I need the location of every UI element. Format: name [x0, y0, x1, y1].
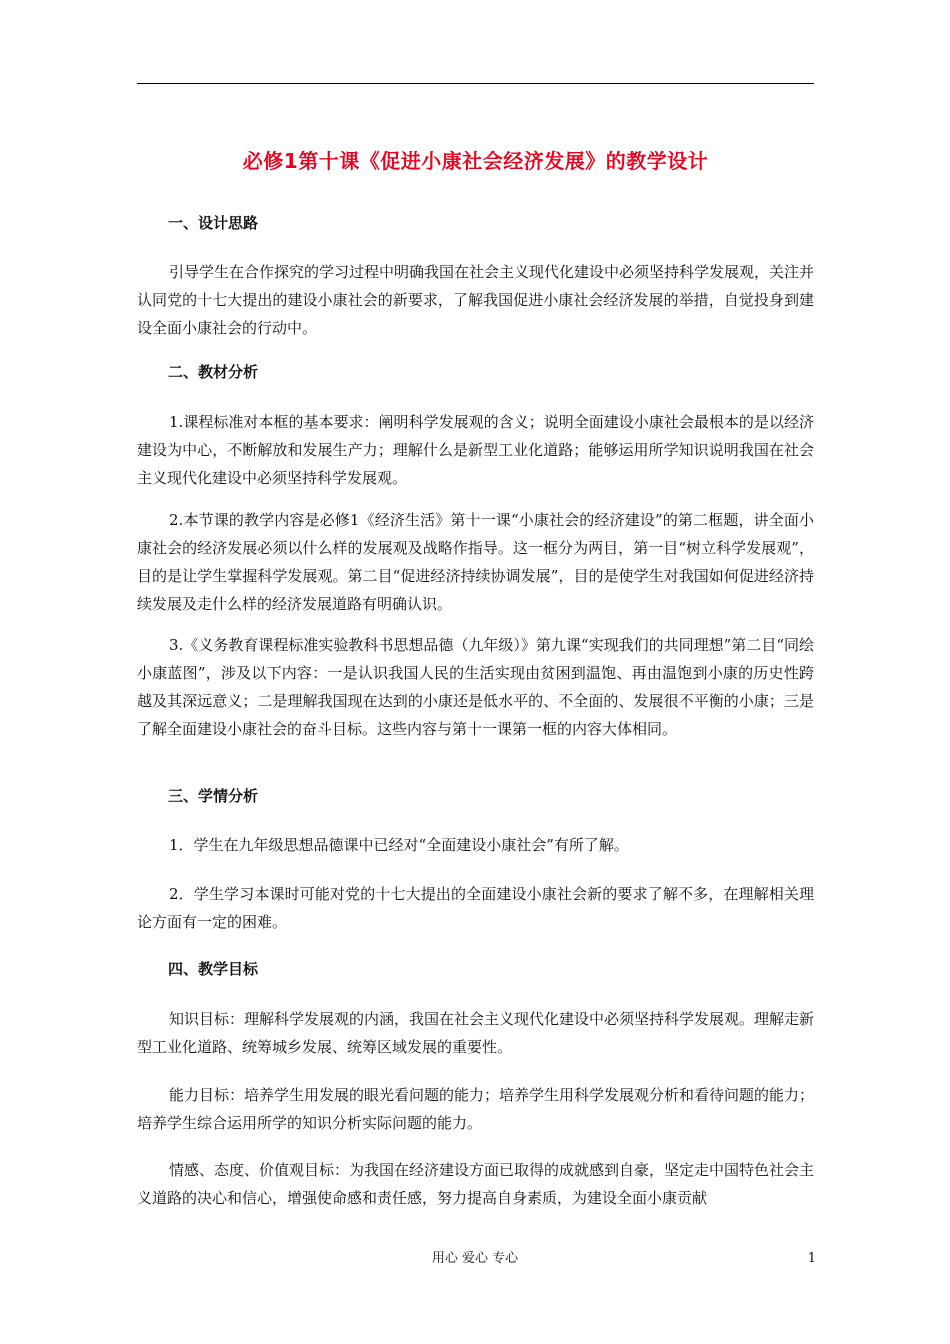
section-heading-textbook-analysis: 二、教材分析: [168, 363, 259, 381]
paragraph-values-goal: 情感、态度、价值观目标：为我国在经济建设方面已取得的成就感到自豪，坚定走中国特色社会主义道路的决心和信心，增强使命感和责任感，努力提高自身素质，为建设全面小康贡献: [137, 1161, 815, 1207]
section-heading-design-idea: 一、设计思路: [168, 214, 259, 232]
page-number: 1: [807, 1251, 816, 1266]
header-rule: [137, 83, 814, 84]
footer-motto: 用心 爱心 专心: [431, 1251, 519, 1266]
paragraph-student-prior-knowledge: 1．学生在九年级思想品德课中已经对“全面建设小康社会”有所了解。: [169, 836, 629, 854]
paragraph-student-difficulty: 2．学生学习本课时可能对党的十七大提出的全面建设小康社会新的要求了解不多，在理解相关理论方面有一定的困难。: [137, 885, 814, 931]
paragraph-curriculum-requirements: 1.课程标准对本框的基本要求：阐明科学发展观的含义；说明全面建设小康社会最根本的是以经济建设为中心，不断解放和发展生产力；理解什么是新型工业化道路；能够运用所学知识说明我国在社会主义现代化建设中必须坚持科学发展观。: [137, 413, 814, 487]
paragraph-related-textbook: 3.《义务教育课程标准实验教科书思想品德（九年级）》第九课“实现我们的共同理想”第二目“同绘小康蓝图”，涉及以下内容：一是认识我国人民的生活实现由贫困到温饱、再由温饱到小康的历史性跨越及其深远意义；二是理解我国现在达到的小康还是低水平的、不全面的、发展很不平衡的小康；三是了解全面建设小康社会的奋斗目标。这些内容与第十一课第一框的内容大体相同。: [137, 636, 814, 738]
section-heading-teaching-goals: 四、教学目标: [168, 960, 259, 978]
section-heading-student-analysis: 三、学情分析: [168, 787, 259, 805]
paragraph-knowledge-goal: 知识目标：理解科学发展观的内涵，我国在社会主义现代化建设中必须坚持科学发展观。理解走新型工业化道路、统筹城乡发展、统筹区域发展的重要性。: [137, 1010, 815, 1056]
paragraph-design-idea: 引导学生在合作探究的学习过程中明确我国在社会主义现代化建设中必须坚持科学发展观，关注并认同党的十七大提出的建设小康社会的新要求，了解我国促进小康社会经济发展的举措，自觉投身到建设全面小康社会的行动中。: [137, 263, 815, 337]
document-title: 必修1第十课《促进小康社会经济发展》的教学设计: [242, 149, 709, 173]
paragraph-lesson-content: 2.本节课的教学内容是必修1《经济生活》第十一课“小康社会的经济建设”的第二框题，讲全面小康社会的经济发展必须以什么样的发展观及战略作指导。这一框分为两目，第一目“树立科学发展观”，目的是让学生掌握科学发展观。第二目“促进经济持续协调发展”，目的是使学生对我国如何促进经济持续发展及走什么样的经济发展道路有明确认识。: [137, 511, 814, 613]
paragraph-ability-goal: 能力目标：培养学生用发展的眼光看问题的能力；培养学生用科学发展观分析和看待问题的能力；培养学生综合运用所学的知识分析实际问题的能力。: [137, 1086, 815, 1132]
